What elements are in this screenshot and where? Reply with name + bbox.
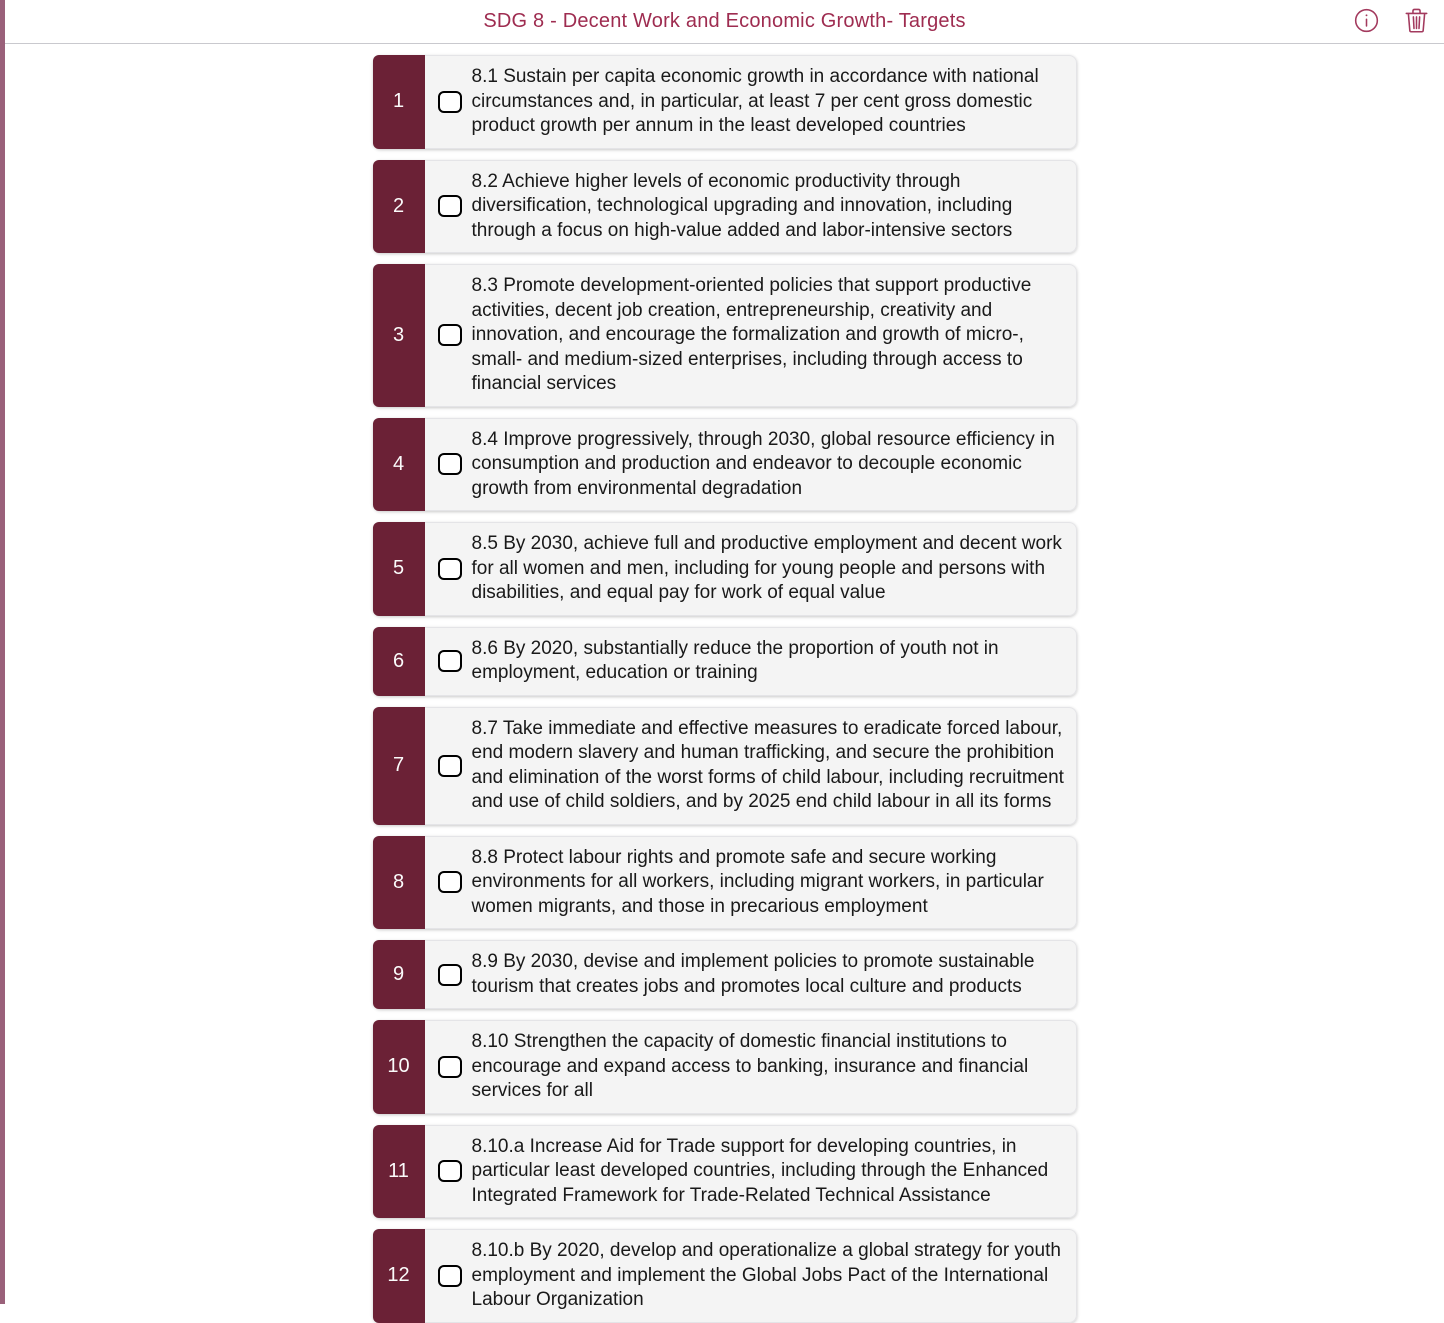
target-number-badge: 11 bbox=[373, 1125, 425, 1219]
target-number-badge: 6 bbox=[373, 627, 425, 696]
target-item bbox=[373, 940, 1077, 1009]
target-text: 8.2 Achieve higher levels of economic productivity through diversification, technological upgrading and innovation, including through a focus on high-value added and labor-intensive sectors bbox=[471, 170, 1013, 241]
target-checkbox[interactable] bbox=[438, 195, 462, 217]
target-number-badge: 8 bbox=[373, 836, 425, 930]
target-item bbox=[373, 264, 1077, 407]
target-checkbox[interactable] bbox=[438, 755, 462, 777]
target-number-badge: 12 bbox=[373, 1229, 425, 1323]
target-checkbox[interactable] bbox=[438, 871, 462, 893]
delete-button[interactable] bbox=[1405, 8, 1428, 36]
target-number-badge: 9 bbox=[373, 940, 425, 1009]
info-button[interactable] bbox=[1354, 8, 1379, 36]
target-item bbox=[373, 1125, 1077, 1219]
target-number-badge: 5 bbox=[373, 522, 425, 616]
target-checkbox[interactable] bbox=[438, 453, 462, 475]
target-number-badge: 3 bbox=[373, 264, 425, 407]
info-icon bbox=[1354, 8, 1379, 36]
target-card bbox=[425, 627, 1077, 696]
target-text: 8.4 Improve progressively, through 2030, global resource efficiency in consumption and production and endeavor to decouple economic growth from environmental degradation bbox=[471, 428, 1055, 499]
target-text: 8.3 Promote development-oriented policies that support productive activities, decent job creation, entrepreneurship, creativity and innovation, and encourage the formalization and growth of micro-, small- and medium-sized enterprises, including through access to financial services bbox=[471, 275, 1032, 394]
target-card bbox=[425, 418, 1077, 512]
trash-icon bbox=[1405, 8, 1428, 36]
target-text: 8.7 Take immediate and effective measures to eradicate forced labour, end modern slavery and human trafficking, and secure the prohibition and elimination of the worst forms of child labour, including recruitment and use of child soldiers, and by 2025 end child labour in all its forms bbox=[471, 717, 1064, 812]
target-item bbox=[373, 836, 1077, 930]
target-number-badge: 4 bbox=[373, 418, 425, 512]
target-card bbox=[425, 55, 1077, 149]
target-item bbox=[373, 1020, 1077, 1114]
target-card bbox=[425, 522, 1077, 616]
target-checkbox[interactable] bbox=[438, 650, 462, 672]
target-card bbox=[425, 836, 1077, 930]
target-text: 8.8 Protect labour rights and promote safe and secure working environments for all workers, including migrant workers, in particular women migrants, and those in precarious employment bbox=[471, 846, 1044, 917]
target-checkbox[interactable] bbox=[438, 1160, 462, 1182]
target-checkbox[interactable] bbox=[438, 1056, 462, 1078]
page-title: SDG 8 - Decent Work and Economic Growth- Targets bbox=[483, 10, 966, 32]
target-checkbox[interactable] bbox=[438, 91, 462, 113]
target-text: 8.10.a Increase Aid for Trade support for developing countries, in particular least developed countries, including through the Enhanced Integrated Framework for Trade-Related Technical Assistance bbox=[471, 1135, 1049, 1206]
left-accent-strip bbox=[0, 0, 5, 1304]
target-card bbox=[425, 1229, 1077, 1323]
target-item bbox=[373, 1229, 1077, 1323]
target-item bbox=[373, 418, 1077, 512]
header-icons bbox=[1354, 0, 1428, 43]
target-card bbox=[425, 264, 1077, 407]
target-checkbox[interactable] bbox=[438, 558, 462, 580]
target-item bbox=[373, 522, 1077, 616]
target-card bbox=[425, 160, 1077, 254]
target-card bbox=[425, 1125, 1077, 1219]
target-checkbox[interactable] bbox=[438, 1265, 462, 1287]
target-text: 8.10 Strengthen the capacity of domestic financial institutions to encourage and expand access to banking, insurance and financial services for all bbox=[471, 1031, 1029, 1101]
target-number-badge: 10 bbox=[373, 1020, 425, 1114]
visual-header bbox=[5, 0, 1444, 44]
target-item bbox=[373, 707, 1077, 825]
target-item bbox=[373, 160, 1077, 254]
target-card bbox=[425, 940, 1077, 1009]
target-text: 8.1 Sustain per capita economic growth in accordance with national circumstances and, in particular, at least 7 per cent gross domestic product growth per annum in the least developed countries bbox=[471, 66, 1039, 136]
targets-list bbox=[373, 55, 1077, 1323]
target-card bbox=[425, 1020, 1077, 1114]
target-item bbox=[373, 627, 1077, 696]
target-number-badge: 2 bbox=[373, 160, 425, 254]
main-area bbox=[5, 44, 1444, 1323]
target-checkbox[interactable] bbox=[438, 964, 462, 986]
target-text: 8.9 By 2030, devise and implement policies to promote sustainable tourism that creates jobs and promotes local culture and products bbox=[471, 951, 1035, 997]
target-item bbox=[373, 55, 1077, 149]
target-card bbox=[425, 707, 1077, 825]
target-number-badge: 7 bbox=[373, 707, 425, 825]
target-text: 8.6 By 2020, substantially reduce the proportion of youth not in employment, education or training bbox=[471, 637, 999, 683]
target-number-badge: 1 bbox=[373, 55, 425, 149]
target-checkbox[interactable] bbox=[438, 324, 462, 346]
target-text: 8.5 By 2030, achieve full and productive employment and decent work for all women and men, including for young people and persons with disabilities, and equal pay for work of equal value bbox=[471, 533, 1062, 603]
target-text: 8.10.b By 2020, develop and operationalize a global strategy for youth employment and implement the Global Jobs Pact of the International Labour Organization bbox=[471, 1240, 1061, 1310]
